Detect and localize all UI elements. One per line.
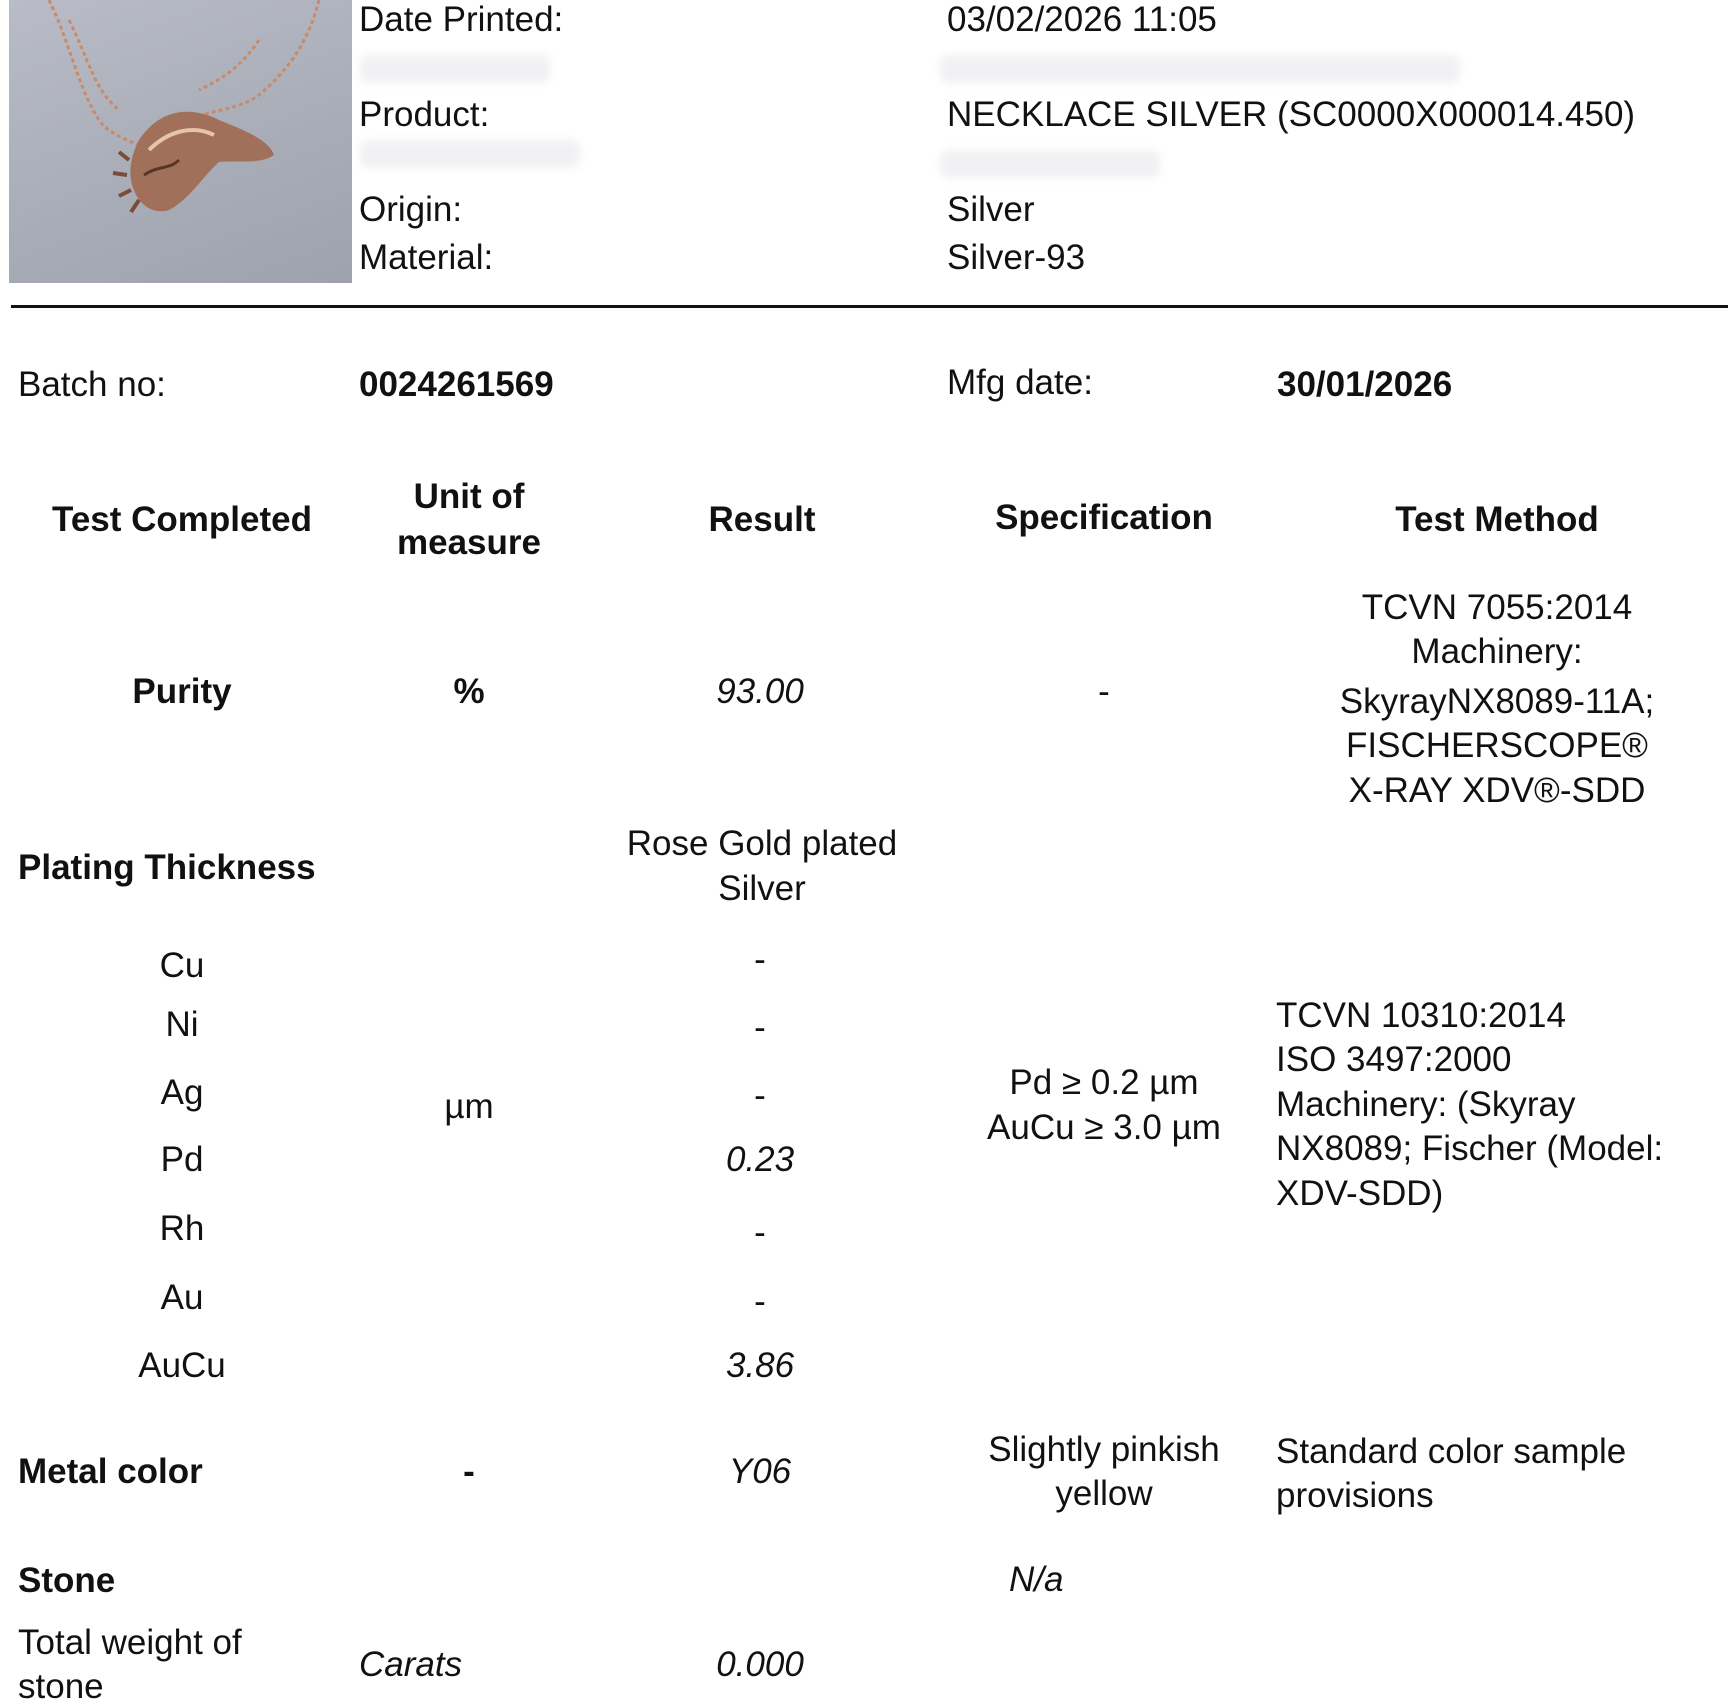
- purity-result: 93.00: [716, 672, 804, 711]
- plating-method-line: Machinery: (Skyray: [1276, 1085, 1576, 1124]
- element-name: Ag: [160, 1073, 204, 1112]
- element-value: -: [754, 1076, 766, 1115]
- element-name: Pd: [160, 1140, 204, 1179]
- element-value: -: [754, 1282, 766, 1321]
- purity-method-line: Machinery:: [1411, 632, 1583, 671]
- header-test-method: Test Method: [1395, 500, 1599, 539]
- purity-unit: %: [453, 672, 485, 711]
- origin-value: Silver: [947, 190, 1035, 229]
- header-specification: Specification: [995, 498, 1213, 537]
- purity-spec: -: [1098, 672, 1110, 711]
- origin-label: Origin:: [359, 190, 463, 229]
- blur-artifact: [360, 140, 580, 168]
- element-name: AuCu: [138, 1346, 226, 1385]
- batch-value: 0024261569: [359, 365, 554, 404]
- element-name: Cu: [159, 946, 205, 985]
- blur-artifact: [360, 55, 550, 83]
- element-name: Au: [160, 1278, 204, 1317]
- mfg-date-value: 30/01/2026: [1277, 365, 1453, 404]
- plating-method-line: NX8089; Fischer (Model:: [1276, 1129, 1664, 1168]
- material-label: Material:: [359, 238, 494, 277]
- purity-method-line: FISCHERSCOPE®: [1346, 726, 1648, 765]
- element-name: Rh: [159, 1209, 205, 1248]
- plating-name: Plating Thickness: [18, 848, 316, 887]
- plating-result-line1: Rose Gold plated: [626, 824, 898, 863]
- blur-artifact: [940, 150, 1160, 178]
- metal-color-method-line1: Standard color sample: [1276, 1432, 1627, 1471]
- stone-weight-label-line1: Total weight of: [18, 1623, 242, 1662]
- metal-color-unit: -: [463, 1452, 475, 1491]
- product-label: Product:: [359, 95, 490, 134]
- metal-color-name: Metal color: [18, 1452, 203, 1491]
- stone-weight-unit: Carats: [359, 1645, 463, 1684]
- metal-color-spec-line1: Slightly pinkish: [988, 1430, 1220, 1469]
- plating-spec-line1: Pd ≥ 0.2 µm: [1009, 1063, 1199, 1102]
- plating-unit: µm: [444, 1087, 494, 1126]
- element-value: -: [754, 1213, 766, 1252]
- element-name: Ni: [165, 1005, 199, 1044]
- date-printed-label: Date Printed:: [359, 0, 564, 39]
- metal-color-method-line2: provisions: [1276, 1476, 1434, 1515]
- element-value: -: [754, 940, 766, 979]
- element-value: 3.86: [725, 1346, 795, 1385]
- date-printed-value: 03/02/2026 11:05: [947, 0, 1217, 39]
- purity-method-line: TCVN 7055:2014: [1361, 588, 1633, 627]
- purity-method-line: SkyrayNX8089-11A;: [1339, 682, 1655, 721]
- batch-label: Batch no:: [18, 365, 166, 404]
- purity-method-line: X-RAY XDV®-SDD: [1348, 771, 1646, 810]
- product-value: NECKLACE SILVER (SC0000X000014.450): [947, 95, 1636, 134]
- header-test-completed: Test Completed: [52, 500, 312, 539]
- purity-name: Purity: [132, 672, 232, 711]
- element-value: 0.23: [725, 1140, 795, 1179]
- header-divider: [11, 305, 1728, 308]
- header-unit-line1: Unit of: [413, 477, 525, 516]
- material-value: Silver-93: [947, 238, 1086, 277]
- plating-method-line: ISO 3497:2000: [1276, 1040, 1512, 1079]
- stone-name: Stone: [18, 1561, 116, 1600]
- element-value: -: [754, 1008, 766, 1047]
- product-photo: [9, 0, 352, 283]
- header-result: Result: [708, 500, 816, 539]
- plating-spec-line2: AuCu ≥ 3.0 µm: [987, 1108, 1221, 1147]
- stone-spec: N/a: [1009, 1560, 1064, 1599]
- plating-result-line2: Silver: [718, 869, 806, 908]
- plating-method-line: TCVN 10310:2014: [1276, 996, 1566, 1035]
- stone-weight-value: 0.000: [716, 1645, 804, 1684]
- mfg-date-label: Mfg date:: [947, 363, 1093, 402]
- stone-weight-label-line2: stone: [18, 1667, 104, 1706]
- metal-color-spec-line2: yellow: [1055, 1474, 1153, 1513]
- plating-method-line: XDV-SDD): [1276, 1174, 1444, 1213]
- blur-artifact: [940, 55, 1460, 83]
- header-unit-line2: measure: [397, 523, 541, 562]
- necklace-image: [9, 0, 352, 283]
- metal-color-result: Y06: [728, 1452, 792, 1491]
